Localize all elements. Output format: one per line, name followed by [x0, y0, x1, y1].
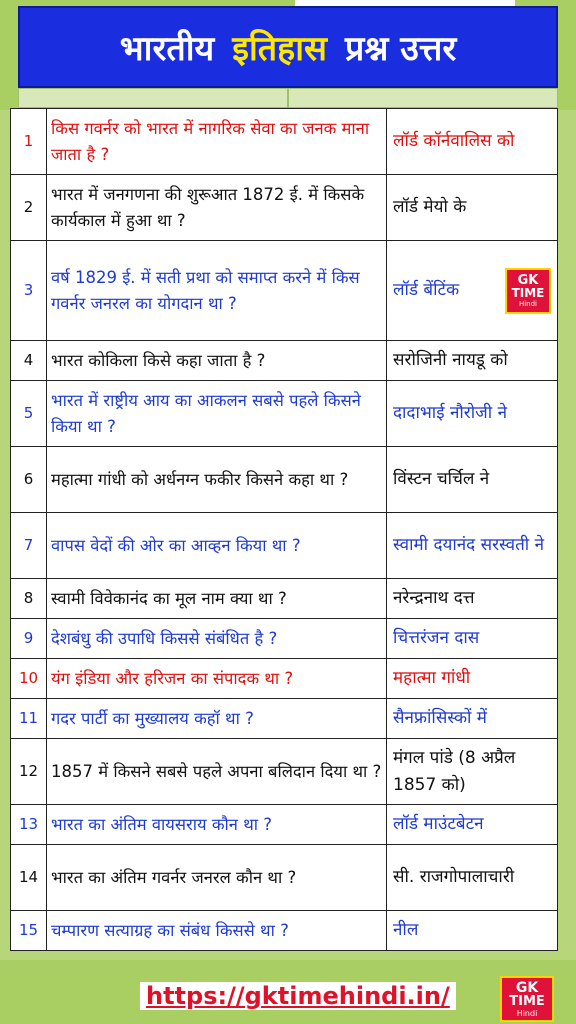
answer-cell: स्वामी दयानंद सरस्वती ने [387, 513, 558, 579]
row-number: 8 [11, 579, 47, 619]
question-cell: वापस वेदों की ओर का आव्हन किया था ? [47, 513, 387, 579]
answer-cell: नील [387, 911, 558, 951]
row-number: 11 [11, 699, 47, 739]
table-row [11, 619, 558, 659]
question-cell: भारत में जनगणना की शुरूआत 1872 ई. में किसके कार्यकाल में हुआ था ? [47, 175, 387, 241]
gk-time-logo [500, 976, 554, 1022]
logo-line1: GK [517, 272, 539, 288]
table-row [11, 341, 558, 381]
question-cell: भारत का अंतिम वायसराय कौन था ? [47, 805, 387, 845]
row-number: 1 [11, 109, 47, 175]
question-cell: 1857 में किसने सबसे पहले अपना बलिदान दिया था ? [47, 739, 387, 805]
table-row [11, 579, 558, 619]
table-row [11, 805, 558, 845]
logo-line2: TIME [509, 993, 545, 1009]
header-banner [18, 6, 558, 88]
table-row [11, 845, 558, 911]
logo-line1: GK [515, 979, 539, 996]
question-cell: वर्ष 1829 ई. में सती प्रथा को समाप्त करने में किस गवर्नर जनरल का योगदान था ? [47, 241, 387, 341]
table-row [11, 381, 558, 447]
question-cell: चम्पारण सत्याग्रह का संबंध किससे था ? [47, 911, 387, 951]
answer-cell: महात्मा गांधी [387, 659, 558, 699]
answer-with-logo [393, 268, 551, 314]
table-row [11, 513, 558, 579]
question-cell: किस गवर्नर को भारत में नागरिक सेवा का जनक माना जाता है ? [47, 109, 387, 175]
table-row [11, 911, 558, 951]
answer-cell: मंगल पांडे (8 अप्रैल 1857 को) [387, 739, 558, 805]
row-number: 13 [11, 805, 47, 845]
gk-time-logo [505, 268, 551, 314]
answer-cell: सी. राजगोपालाचारी [387, 845, 558, 911]
question-cell: भारत का अंतिम गवर्नर जनरल कौन था ? [47, 845, 387, 911]
row-number: 7 [11, 513, 47, 579]
row-number: 5 [11, 381, 47, 447]
answer-cell: सरोजिनी नायडू को [387, 341, 558, 381]
answer-cell: नरेन्द्रनाथ दत्त [387, 579, 558, 619]
answer-text: लॉर्ड बेंटिंक [393, 280, 460, 301]
website-link[interactable]: https://gktimehindi.in/ [140, 982, 456, 1010]
answer-cell: लॉर्ड मेयो के [387, 175, 558, 241]
row-number: 6 [11, 447, 47, 513]
row-number: 10 [11, 659, 47, 699]
table-row [11, 739, 558, 805]
table-row [11, 659, 558, 699]
footer [0, 976, 576, 1024]
qa-table [10, 108, 558, 951]
logo-line3: Hindi [516, 1008, 538, 1018]
header-substrip [18, 88, 558, 108]
row-number: 14 [11, 845, 47, 911]
question-cell: भारत कोकिला किसे कहा जाता है ? [47, 341, 387, 381]
row-number: 2 [11, 175, 47, 241]
row-number: 3 [11, 241, 47, 341]
table-row [11, 447, 558, 513]
substrip-panel [18, 88, 288, 108]
row-number: 12 [11, 739, 47, 805]
row-number: 15 [11, 911, 47, 951]
row-number: 4 [11, 341, 47, 381]
question-cell: महात्मा गांधी को अर्धनग्न फकीर किसने कहा था ? [47, 447, 387, 513]
answer-cell: विंस्टन चर्चिल ने [387, 447, 558, 513]
title-part1: भारतीय [119, 29, 215, 69]
answer-cell: लॉर्ड कॉर्नवालिस को [387, 109, 558, 175]
table-row [11, 109, 558, 175]
logo-line2: TIME [511, 285, 545, 300]
title-highlight: इतिहास [232, 29, 327, 69]
question-cell: यंग इंडिया और हरिजन का संपादक था ? [47, 659, 387, 699]
substrip-panel [288, 88, 558, 108]
question-cell: देशबंधु की उपाधि किससे संबंधित है ? [47, 619, 387, 659]
title-part3: प्रश्न उत्तर [345, 29, 457, 69]
answer-cell: दादाभाई नौरोजी ने [387, 381, 558, 447]
question-cell: भारत में राष्ट्रीय आय का आकलन सबसे पहले किसने किया था ? [47, 381, 387, 447]
answer-cell: लॉर्ड माउंटबेटन [387, 805, 558, 845]
answer-cell: चित्तरंजन दास [387, 619, 558, 659]
logo-line3: Hindi [518, 299, 538, 308]
question-cell: गदर पार्टी का मुख्यालय कहॉ था ? [47, 699, 387, 739]
row-number: 9 [11, 619, 47, 659]
answer-cell: सैनफ्रांसिस्कों में [387, 699, 558, 739]
table-row [11, 241, 558, 341]
question-cell: स्वामी विवेकानंद का मूल नाम क्या था ? [47, 579, 387, 619]
answer-cell [387, 241, 558, 341]
table-row [11, 699, 558, 739]
table-row [11, 175, 558, 241]
